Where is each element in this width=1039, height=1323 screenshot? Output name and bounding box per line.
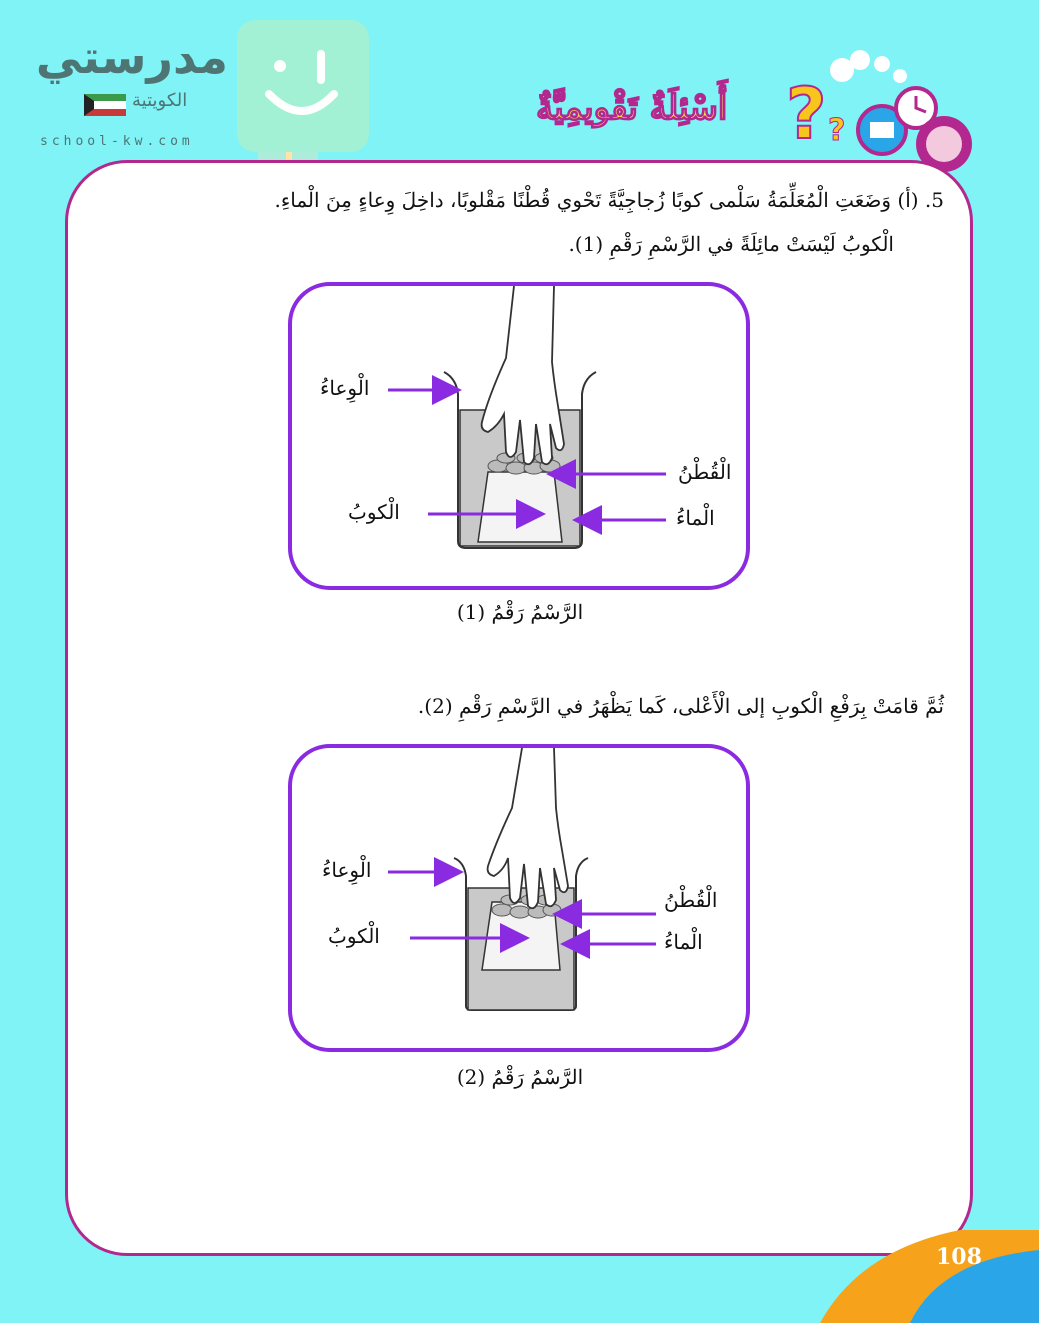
svg-text:?: ?	[828, 113, 846, 148]
cup-shape	[478, 472, 562, 542]
logo-url: school-kw.com	[40, 134, 194, 149]
page-corner-decoration	[820, 1230, 1039, 1323]
hand-shape	[488, 748, 568, 908]
label-container: الْوِعاءُ	[320, 376, 370, 400]
label-cup: الْكوبُ	[348, 500, 400, 524]
section-title: أَسْئِلَةٌ تَقْويمِيَّةٌ	[536, 88, 728, 128]
figure-1-diagram	[292, 286, 746, 586]
question-line-2: الْكوبُ لَيْسَتْ مائِلَةً في الرَّسْمِ رَقْمِ (1).	[568, 232, 894, 256]
svg-text:?: ?	[786, 73, 827, 155]
label-cup: الْكوبُ	[328, 924, 380, 948]
label-container: الْوِعاءُ	[322, 858, 372, 882]
kuwait-flag-icon	[84, 94, 126, 116]
figure-2-caption: الرَّسْمُ رَقْمُ (2)	[456, 1065, 584, 1089]
logo-name: مدرستي	[35, 30, 228, 84]
figure-1-caption: الرَّسْمُ رَقْمُ (1)	[456, 600, 584, 624]
label-water: الْماءُ	[664, 930, 703, 954]
figure-1	[288, 282, 750, 590]
label-cotton: الْقُطْنُ	[678, 460, 732, 484]
logo-subtitle: الكويتية	[132, 90, 188, 111]
page-number: 108	[936, 1244, 982, 1270]
question-line-1: 5. (أ) وَضَعَتِ الْمُعَلِّمَةُ سَلْمى كوبًا زُجاجِيَّةً تَحْوي قُطْنًا مَقْلوبًا، داخِلَ وِعاءٍ مِنَ الْماءِ.	[274, 188, 944, 212]
label-cotton: الْقُطْنُ	[664, 888, 718, 912]
label-water: الْماءُ	[676, 506, 715, 530]
figure-2	[288, 744, 750, 1052]
question-line-3: ثُمَّ قامَتْ بِرَفْعِ الْكوبِ إلى الْأَعْلى، كَما يَظْهَرُ في الرَّسْمِ رَقْمِ (2).	[417, 694, 944, 718]
